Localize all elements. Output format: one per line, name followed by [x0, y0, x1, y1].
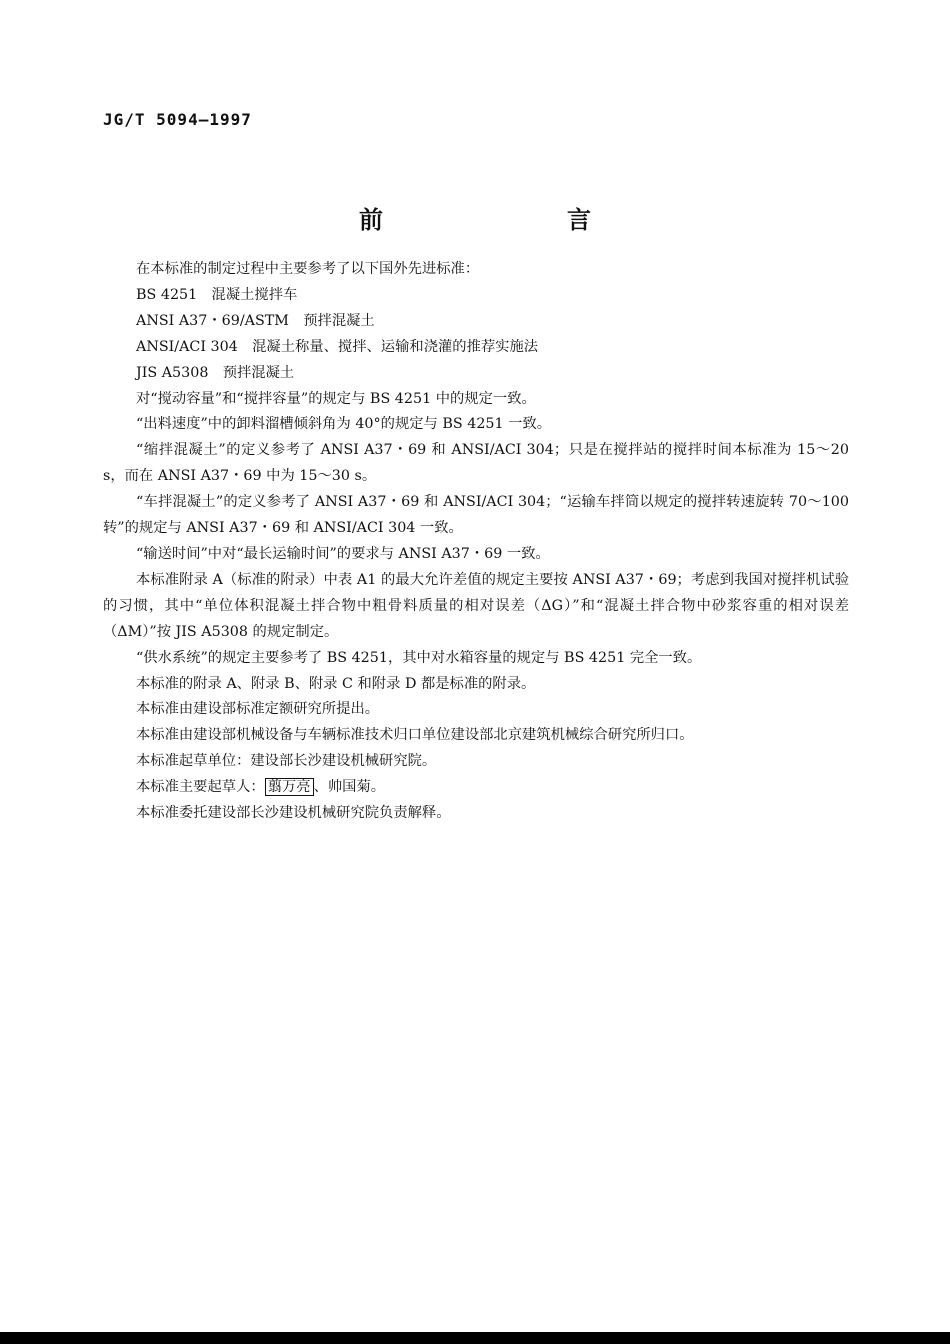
drafters-suffix: 、帅国菊。 — [313, 779, 386, 796]
paragraph-centralized: 本标准由建设部机械设备与车辆标准技术归口单位建设部北京建筑机械综合研究所归口。 — [136, 727, 694, 744]
paragraph-ref-jis: JIS A5308 预拌混凝土 — [136, 364, 295, 381]
paragraph-ref-bs4251: BS 4251 混凝土搅拌车 — [136, 286, 298, 303]
paragraph-intro: 在本标准的制定过程中主要参考了以下国外先进标准： — [136, 261, 480, 277]
paragraph-truck-mixed: “车拌混凝土”的定义参考了 ANSI A37・69 和 ANSI/ACI 304；“运输车拌筒以规定的搅拌转速旋转 70～100 转”的规定与 ANSI A37・69 和 ANSI/ACI 304 一致。 — [103, 494, 849, 537]
paragraph-discharge: “出料速度”中的卸料溜槽倾斜角为 40°的规定与 BS 4251 一致。 — [136, 416, 552, 433]
paragraph-delivery-time: “输送时间”中对“最长运输时间”的要求与 ANSI A37・69 一致。 — [136, 545, 550, 562]
paragraph-proposer: 本标准由建设部标准定额研究所提出。 — [136, 701, 380, 718]
paragraph-capacity: 对“搅动容量”和“搅拌容量”的规定与 BS 4251 中的规定一致。 — [136, 390, 536, 407]
paragraph-drafters — [103, 775, 849, 801]
page-bottom-border — [0, 1332, 950, 1344]
paragraph-interpretation: 本标准委托建设部长沙建设机械研究院负责解释。 — [136, 805, 451, 822]
paragraph-appendices: 本标准的附录 A、附录 B、附录 C 和附录 D 都是标准的附录。 — [136, 675, 536, 692]
paragraph-shrink-mixed: “缩拌混凝土”的定义参考了 ANSI A37・69 和 ANSI/ACI 304；只是在搅拌站的搅拌时间本标准为 15～20 s，而在 ANSI A37・69 中为 15～30 s。 — [103, 442, 849, 485]
foreword-body — [103, 257, 849, 827]
paragraph-appendix-a: 本标准附录 A（标准的附录）中表 A1 的最大允许差值的规定主要按 ANSI A37・69；考虑到我国对搅拌机试验的习惯，其中“单位体积混凝土拌合物中粗骨料质量的相对误差（ΔG）”和“混凝土拌合物中砂浆容重的相对误差（ΔM）”按 JIS A5308 的规定制定。 — [103, 571, 849, 640]
paragraph-ref-ansi-a37: ANSI A37・69/ASTM 预拌混凝土 — [136, 312, 375, 329]
paragraph-ref-ansi-aci: ANSI/ACI 304 混凝土称量、搅拌、运输和浇灌的推荐实施法 — [136, 338, 539, 355]
page-title: 前 言 — [359, 205, 671, 234]
paragraph-drafting-unit: 本标准起草单位：建设部长沙建设机械研究院。 — [136, 753, 437, 770]
drafters-prefix: 本标准主要起草人： — [136, 779, 265, 796]
standard-code: JG/T 5094—1997 — [103, 110, 252, 129]
boxed-drafter-name: 翦万亮 — [265, 778, 314, 796]
paragraph-water-system: “供水系统”的规定主要参考了 BS 4251，其中对水箱容量的规定与 BS 4251 完全一致。 — [136, 649, 702, 666]
